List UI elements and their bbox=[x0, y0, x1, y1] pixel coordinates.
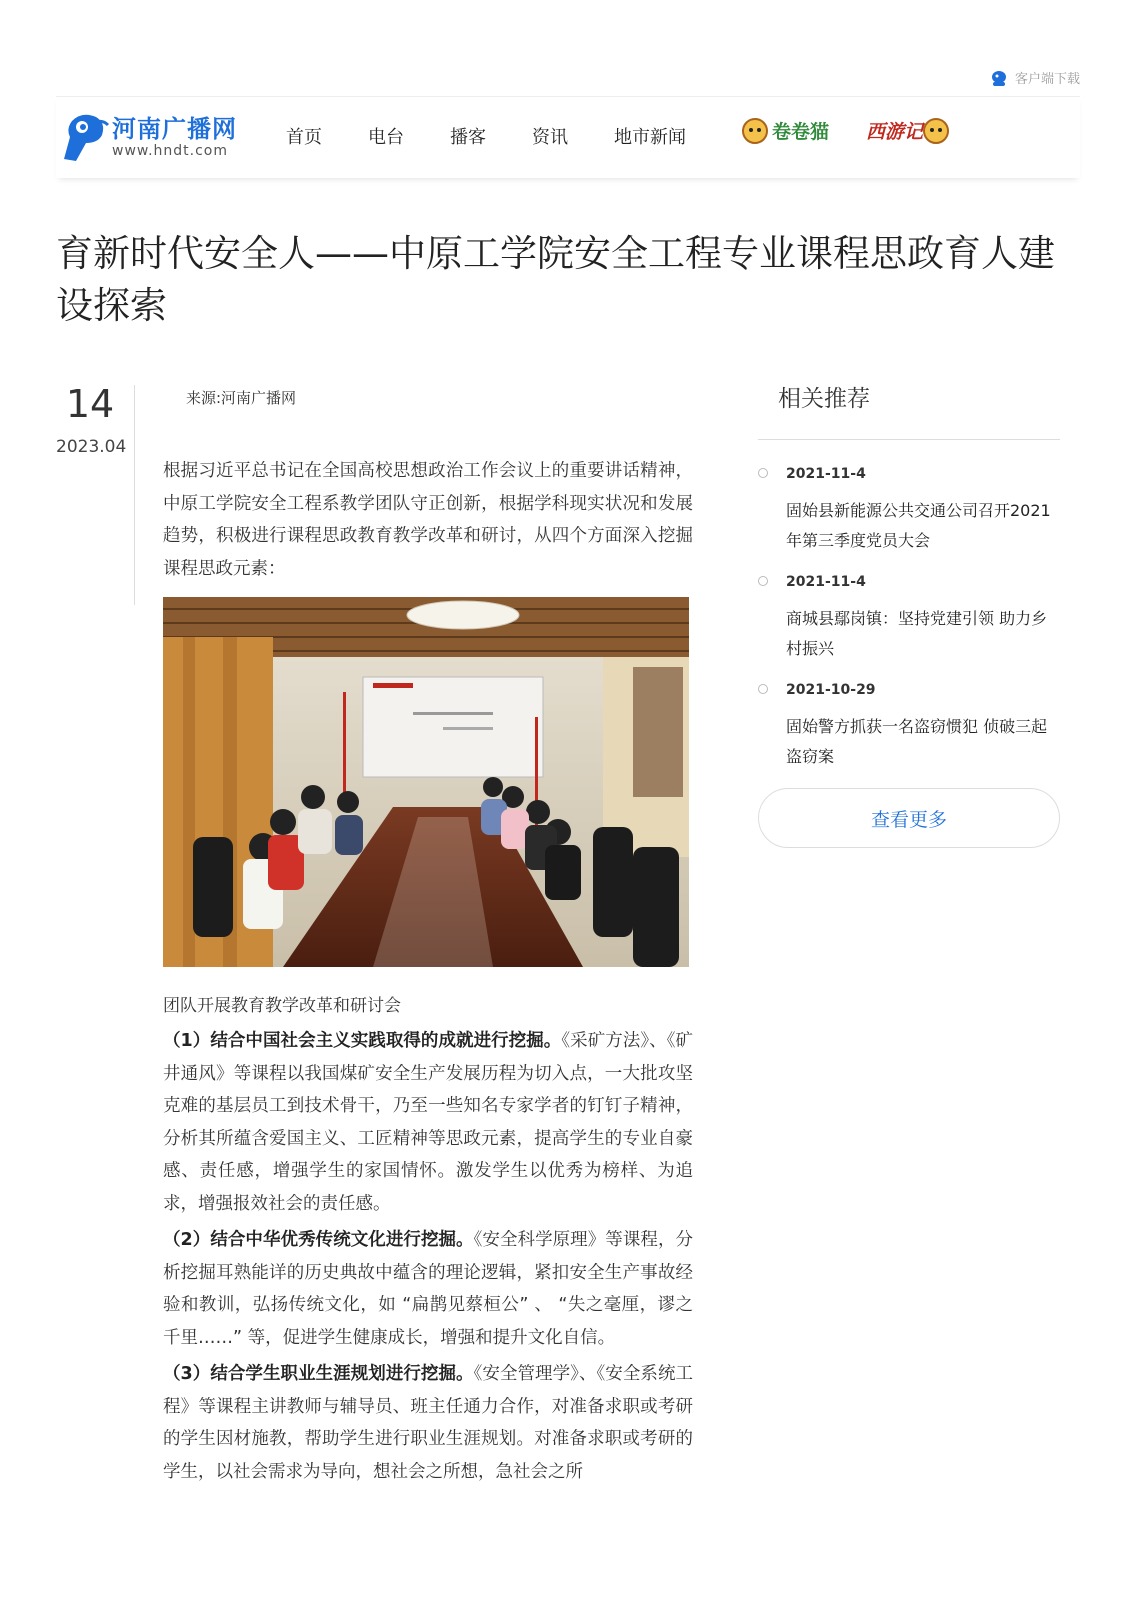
cat-face-icon bbox=[742, 118, 768, 144]
list-item-title[interactable]: 商城县鄢岗镇：坚持党建引领 助力乡村振兴 bbox=[786, 609, 1048, 658]
paragraph-3 bbox=[163, 1358, 693, 1488]
related-sidebar bbox=[758, 382, 1060, 848]
main-nav bbox=[286, 123, 732, 149]
article-title: 育新时代安全人——中原工学院安全工程专业课程思政育人建设探索 bbox=[56, 232, 1055, 327]
promo-juanjuanmao-label: 卷卷猫 bbox=[772, 121, 830, 143]
client-download-label: 客户端下载 bbox=[1014, 72, 1080, 87]
article-body bbox=[163, 455, 693, 1488]
paragraph-1-heading: （1）结合中国社会主义实践取得的成就进行挖掘。 bbox=[163, 1031, 562, 1051]
nav-podcast[interactable]: 播客 bbox=[450, 127, 486, 148]
nav-local-news[interactable]: 地市新闻 bbox=[614, 127, 686, 148]
date-divider bbox=[134, 385, 135, 605]
list-item-date: 2021-10-29 bbox=[786, 682, 876, 698]
related-title: 相关推荐 bbox=[758, 382, 1060, 440]
logo-mascot-icon bbox=[56, 109, 110, 165]
article-year-month: 2023.04 bbox=[56, 437, 127, 457]
related-list bbox=[758, 464, 1060, 772]
paragraph-2 bbox=[163, 1224, 693, 1354]
monkey-face-icon bbox=[923, 118, 949, 144]
logo-name: 河南广播网 bbox=[112, 115, 237, 143]
nav-radio[interactable]: 电台 bbox=[368, 127, 404, 148]
paragraph-3-heading: （3）结合学生职业生涯规划进行挖掘。 bbox=[163, 1364, 474, 1384]
list-item-date: 2021-11-4 bbox=[786, 574, 866, 590]
article-source: 来源:河南广播网 bbox=[186, 389, 297, 407]
list-item[interactable] bbox=[758, 572, 1060, 664]
site-logo[interactable] bbox=[56, 109, 237, 165]
client-download-link[interactable] bbox=[989, 68, 1080, 87]
article-intro: 根据习近平总书记在全国高校思想政治工作会议上的重要讲话精神，中原工学院安全工程系教学团队守正创新，根据学科现实状况和发展趋势，积极进行课程思政教育教学改革和研讨，从四个方面深入挖掘课程思政元素： bbox=[163, 461, 693, 579]
photo-caption: 团队开展教育教学改革和研讨会 bbox=[163, 996, 401, 1016]
promo-juanjuanmao[interactable] bbox=[742, 117, 829, 144]
nav-home[interactable]: 首页 bbox=[286, 127, 322, 148]
list-item[interactable] bbox=[758, 680, 1060, 772]
list-item-date: 2021-11-4 bbox=[786, 466, 866, 482]
logo-url: www.hndt.com bbox=[112, 143, 228, 159]
top-bar bbox=[56, 62, 1080, 92]
list-item-title[interactable]: 固始县新能源公共交通公司召开2021年第三季度党员大会 bbox=[786, 501, 1051, 550]
promo-xiyouji[interactable] bbox=[866, 117, 953, 144]
view-more-button[interactable]: 查看更多 bbox=[758, 788, 1060, 848]
site-header bbox=[56, 96, 1080, 178]
paragraph-2-text: 《安全科学原理》等课程，分析挖掘耳熟能详的历史典故中蕴含的理论逻辑，紧扣安全生产事故经验和教训，弘扬传统文化，如 “扁鹊见蔡桓公” 、 “失之毫厘，谬之千里……” 等，促进学生健康成长，增强和提升文化自信。 bbox=[163, 1230, 693, 1348]
meeting-photo bbox=[163, 597, 689, 967]
paragraph-1 bbox=[163, 1025, 693, 1220]
timeline-dot-icon bbox=[758, 468, 768, 478]
timeline-dot-icon bbox=[758, 684, 768, 694]
list-item-title[interactable]: 固始警方抓获一名盗窃惯犯 侦破三起盗窃案 bbox=[786, 717, 1048, 766]
mascot-icon bbox=[989, 69, 1009, 87]
nav-news[interactable]: 资讯 bbox=[532, 127, 568, 148]
paragraph-1-text: 《采矿方法》、《矿井通风》等课程以我国煤矿安全生产发展历程为切入点，一大批攻坚克难的基层员工到技术骨干，乃至一些知名专家学者的钉钉子精神，分析其所蕴含爱国主义、工匠精神等思政元素，提高学生的专业自豪感、责任感，增强学生的家国情怀。激发学生以优秀为榜样、为追求，增强报效社会的责任感。 bbox=[163, 1031, 693, 1214]
list-item[interactable] bbox=[758, 464, 1060, 556]
article-day: 14 bbox=[65, 382, 115, 426]
paragraph-3-text: 《安全管理学》、《安全系统工程》等课程主讲教师与辅导员、班主任通力合作，对准备求职或考研的学生因材施教，帮助学生进行职业生涯规划。对准备求职或考研的学生，以社会需求为导向，想社会之所想，急社会之所 bbox=[163, 1364, 693, 1482]
paragraph-2-heading: （2）结合中华优秀传统文化进行挖掘。 bbox=[163, 1230, 474, 1250]
promo-xiyouji-label: 西游记 bbox=[866, 121, 924, 143]
timeline-dot-icon bbox=[758, 576, 768, 586]
